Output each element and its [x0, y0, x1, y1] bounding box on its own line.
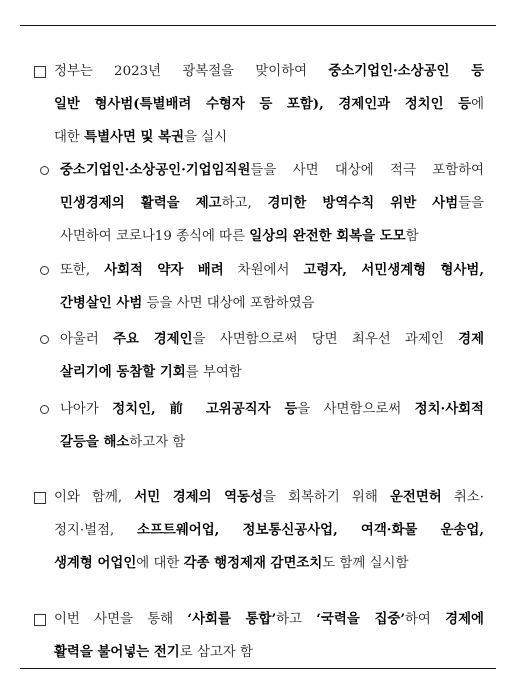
bold-text-run: 경미한 방역수칙 위반 사범 — [267, 195, 459, 211]
text-run: 대한 — [54, 130, 85, 145]
bold-text-run: 서민 경제의 역동성 — [134, 489, 263, 505]
paragraph-line — [54, 62, 484, 81]
paragraph-line — [60, 261, 484, 280]
paragraph-line — [54, 643, 253, 662]
bold-text-run: 중소기업인·소상공인 등 — [328, 63, 485, 79]
bold-text-run: 중소기업인·소상공인·기업임직원 — [60, 162, 251, 178]
bold-text-run: 살리기에 동참할 기회 — [60, 364, 186, 380]
paragraph-line — [60, 227, 419, 246]
text-run: 차원에서 — [223, 263, 304, 278]
text-run: 에 — [471, 97, 484, 112]
text-run: 취소· — [441, 490, 484, 505]
circle-bullet-icon — [40, 335, 49, 344]
paragraph-line — [54, 95, 484, 114]
bold-text-run: 일반 형사범(특별배려 수형자 등 포함), 경제인과 정치인 등 — [54, 96, 472, 112]
paragraph-line — [54, 488, 484, 507]
bold-text-run: 고령자, 서민생계형 형사범, — [303, 262, 485, 278]
bold-text-run: ‘사회를 통합’ — [187, 611, 277, 627]
bold-text-run: 경제 — [458, 331, 485, 347]
paragraph-line — [60, 161, 484, 180]
text-run: 을 사면함으로써 당면 최우선 과제인 — [192, 332, 459, 347]
bold-text-run: 갈등을 해소 — [60, 434, 130, 450]
circle-bullet-icon — [40, 405, 49, 414]
text-run: 하고, — [221, 196, 268, 211]
text-run: 함 — [405, 229, 419, 244]
text-run: 들을 — [458, 196, 485, 211]
paragraph-line — [60, 294, 315, 313]
text-run: 사면하여 코로나19 종식에 따른 — [60, 229, 250, 244]
circle-bullet-icon — [40, 166, 49, 175]
text-run: 을 회복하기 위해 — [262, 490, 390, 505]
bold-text-run: 활력을 불어넣는 전기 — [54, 644, 180, 660]
paragraph-line — [60, 330, 484, 349]
bold-text-run: 일상의 완전한 회복을 도모 — [249, 228, 406, 244]
bold-text-run: 주요 경제인 — [113, 331, 193, 347]
circle-bullet-icon — [40, 266, 49, 275]
text-run: 하고자 함 — [129, 435, 186, 450]
bold-text-run: ‘국력을 집중’ — [316, 611, 405, 627]
text-run: 하여 — [405, 612, 446, 627]
square-bullet-icon — [34, 492, 46, 504]
bold-text-run: 정치·사회적 — [414, 401, 484, 417]
bold-text-run: 사회적 약자 배려 — [104, 262, 224, 278]
text-run: 를 부여함 — [185, 365, 242, 380]
bold-text-run: 소프트웨어업, 정보통신공사업, 여객·화물 운송업, — [137, 522, 484, 538]
paragraph-line — [60, 433, 185, 452]
text-run: 에 대한 — [136, 556, 184, 571]
text-run: 이와 함께, — [54, 490, 135, 505]
text-run: 로 삼고자 함 — [179, 645, 253, 660]
top-rule — [20, 25, 496, 26]
paragraph-line — [54, 521, 484, 540]
paragraph-line — [54, 128, 227, 147]
bold-text-run: 운전면허 — [389, 489, 442, 505]
bold-text-run: 정치인, 前 고위공직자 등 — [112, 401, 298, 417]
text-run: 또한, — [60, 263, 105, 278]
bold-text-run: 특별사면 및 복권 — [84, 129, 185, 145]
paragraph-line — [60, 400, 484, 419]
text-run: 정지·벌점, — [54, 523, 138, 538]
text-run: 등을 사면 대상에 포함하였음 — [142, 296, 315, 311]
bold-text-run: 경제에 — [445, 611, 484, 627]
bold-text-run: 민생경제의 활력을 제고 — [60, 195, 222, 211]
text-run: 하고 — [276, 612, 317, 627]
text-run: 도 함께 실시함 — [322, 556, 409, 571]
paragraph-line — [60, 363, 242, 382]
square-bullet-icon — [34, 614, 46, 626]
paragraph-line — [54, 554, 408, 573]
text-run: 이번 사면을 통해 — [54, 612, 188, 627]
text-run: 을 실시 — [184, 130, 228, 145]
bold-text-run: 각종 행정제재 감면조치 — [183, 555, 323, 571]
text-run: 을 사면함으로써 — [297, 402, 415, 417]
text-run: 나아가 — [60, 402, 113, 417]
bold-text-run: 생계형 어업인 — [54, 555, 137, 571]
square-bullet-icon — [34, 66, 46, 78]
paragraph-line — [54, 610, 484, 629]
text-run: 들을 사면 대상에 적극 포함하여 — [250, 163, 484, 178]
text-run: 정부는 2023년 광복절을 맞이하여 — [54, 64, 329, 79]
bold-text-run: 간병살인 사범 — [60, 295, 143, 311]
paragraph-line — [60, 194, 484, 213]
bottom-rule — [20, 668, 496, 669]
text-run: 아울러 — [60, 332, 114, 347]
